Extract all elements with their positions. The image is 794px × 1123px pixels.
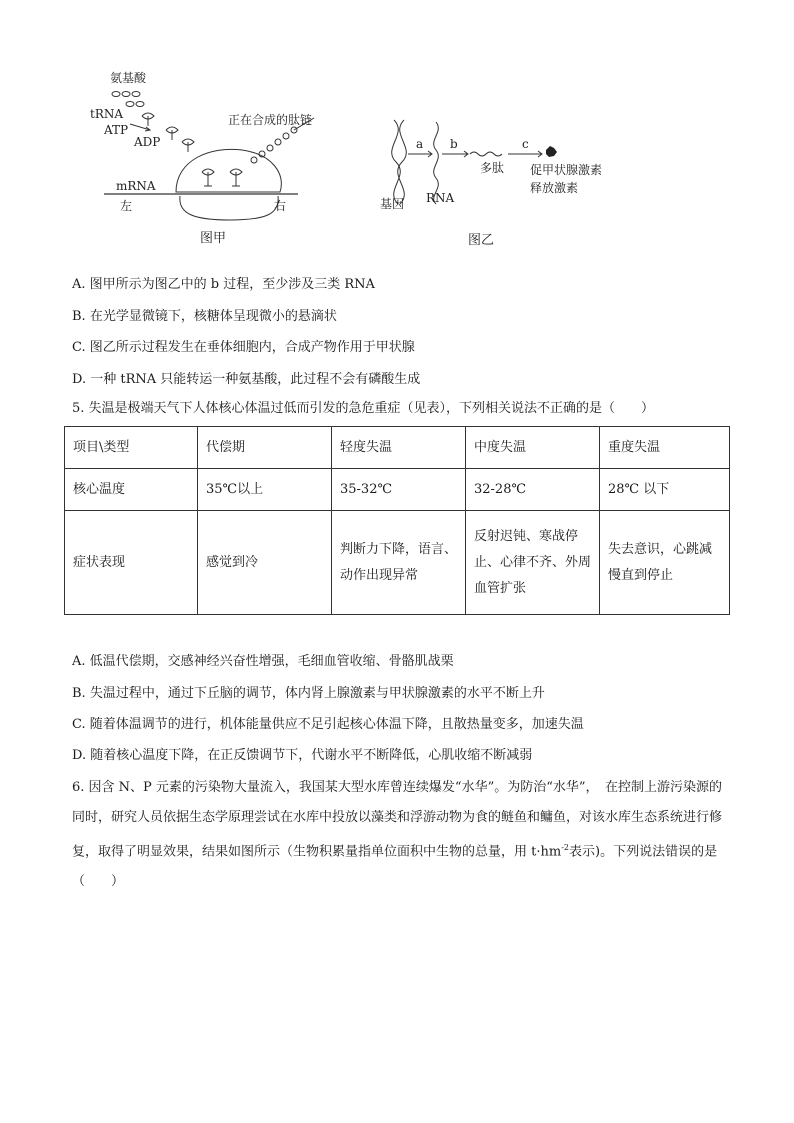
q6-text-part1: 6. 因含 N、P 元素的污染物大量流入，我国某大型水库曾连续爆发“水华”。为防治“水华”， 在控制上游污染源的同时，研究人员依据生态学原理尝试在水库中投放以藻类和浮游动物为食的鲢鱼和鳙鱼，对该水库生态系统进行修复，取得了明显效果，结果如图所示（生物积累量指单位面积中生物的总量，用 t·hm — [72, 780, 723, 860]
label-polypeptide: 多肽 — [480, 161, 505, 175]
label-adp: ADP — [134, 135, 161, 149]
table-cell: 失去意识，心跳减慢直到停止 — [600, 511, 730, 615]
trna-shape — [182, 139, 194, 152]
arrow — [130, 124, 150, 130]
label-b: b — [450, 137, 458, 151]
amino-acid-dot — [126, 102, 134, 107]
table-cell: 28℃ 以下 — [600, 469, 730, 511]
table-cell: 核心温度 — [65, 469, 198, 511]
hormone-molecule-icon — [546, 146, 557, 157]
table-row — [65, 511, 730, 615]
label-amino-acid: 氨基酸 — [110, 71, 147, 85]
q4-option-a: A. 图甲所示为图乙中的 b 过程，至少涉及三类 RNA — [72, 277, 375, 292]
peptide-bead — [267, 145, 273, 151]
table-header-row — [65, 427, 730, 469]
label-right: 右 — [274, 199, 287, 213]
gene-helix-strand — [392, 120, 401, 204]
polypeptide-wave — [470, 152, 502, 156]
trna-shape — [142, 113, 154, 126]
label-rna: RNA — [426, 191, 455, 205]
caption-figure-yi: 图乙 — [468, 233, 495, 248]
table-cell: 35-32℃ — [332, 469, 466, 511]
ribosome-large-subunit — [176, 149, 281, 192]
label-mrna: mRNA — [116, 179, 156, 193]
q6-unit-superscript: -2 — [561, 843, 569, 852]
table-cell: 感觉到冷 — [198, 511, 332, 615]
gene-helix-strand — [398, 120, 407, 204]
table-cell: 轻度失温 — [332, 427, 466, 469]
hypothermia-table — [64, 426, 730, 615]
table-cell: 中度失温 — [466, 427, 600, 469]
label-atp: ATP — [104, 123, 129, 137]
q5-stem: 5. 失温是极端天气下人体核心体温过低而引发的急危重症（见表），下列相关说法不正确的是（ ） — [72, 401, 655, 416]
q4-option-c: C. 图乙所示过程发生在垂体细胞内，合成产物作用于甲状腺 — [72, 340, 415, 355]
label-peptide-chain: 正在合成的肽链 — [228, 113, 313, 127]
peptide-bead — [251, 157, 257, 163]
amino-acid-dot — [112, 92, 120, 97]
table-cell: 项目\类型 — [65, 427, 198, 469]
peptide-bead — [275, 139, 281, 145]
q5-option-d: D. 随着核心温度下降，在正反馈调节下，代谢水平不断降低，心肌收缩不断减弱 — [72, 748, 533, 763]
amino-acid-dot — [132, 92, 140, 97]
label-left: 左 — [120, 199, 133, 213]
amino-acid-dot — [122, 92, 130, 97]
label-trna: tRNA — [90, 107, 124, 121]
q5-option-a: A. 低温代偿期，交感神经兴奋性增强，毛细血管收缩、骨骼肌战栗 — [72, 654, 454, 669]
label-hormone-line2: 释放激素 — [530, 181, 579, 195]
table-cell: 代偿期 — [198, 427, 332, 469]
ribosome-small-subunit — [180, 196, 278, 220]
trna-in-ribosome — [230, 169, 242, 186]
q5-option-b: B. 失温过程中，通过下丘脑的调节，体内肾上腺激素与甲状腺激素的水平不断上升 — [72, 686, 545, 701]
figure-svg — [90, 64, 650, 264]
table-cell: 32-28℃ — [466, 469, 600, 511]
label-gene: 基因 — [380, 197, 405, 211]
trna-shape — [166, 127, 178, 140]
table-row — [65, 469, 730, 511]
amino-acid-dot — [136, 102, 144, 107]
q4-option-d: D. 一种 tRNA 只能转运一种氨基酸，此过程不会有磷酸生成 — [72, 372, 421, 387]
peptide-bead — [283, 133, 289, 139]
label-c: c — [522, 137, 529, 151]
table-cell: 35℃以上 — [198, 469, 332, 511]
figure-area — [90, 64, 650, 264]
label-hormone-line1: 促甲状腺激素 — [530, 163, 603, 177]
q4-option-b: B. 在光学显微镜下，核糖体呈现微小的悬滴状 — [72, 309, 337, 324]
figure-yi — [392, 120, 542, 204]
table-cell: 判断力下降，语言、动作出现异常 — [332, 511, 466, 615]
table-cell: 重度失温 — [600, 427, 730, 469]
table-cell: 症状表现 — [65, 511, 198, 615]
label-a: a — [416, 137, 424, 151]
q6-stem — [72, 773, 732, 897]
table-cell: 反射迟钝、寒战停止、心律不齐、外周血管扩张 — [466, 511, 600, 615]
q6-text-part2: 表示)。下列说法错误的是（ ） — [72, 844, 718, 890]
trna-in-ribosome — [202, 169, 214, 186]
caption-figure-jia: 图甲 — [200, 231, 227, 246]
q5-option-c: C. 随着体温调节的进行，机体能量供应不足引起核心体温下降，且散热量变多，加速失温 — [72, 717, 584, 732]
